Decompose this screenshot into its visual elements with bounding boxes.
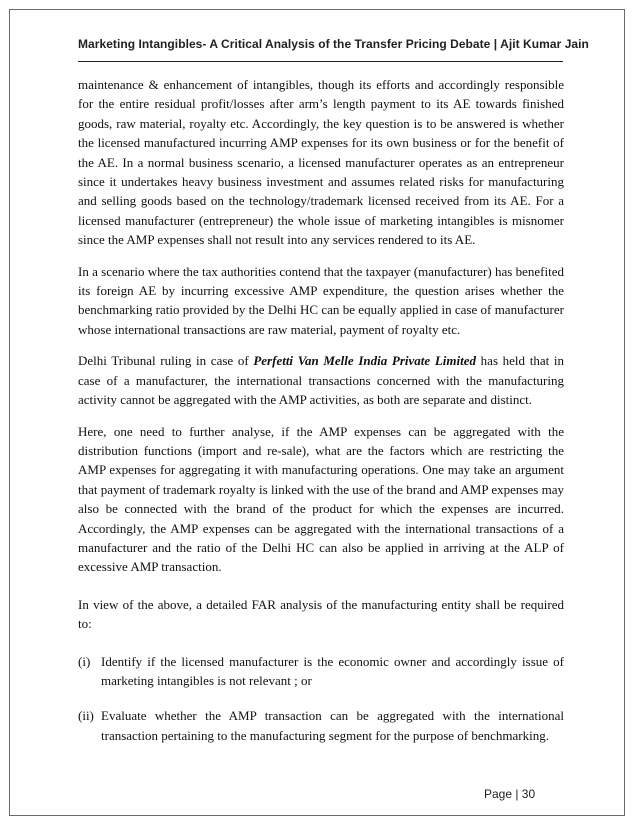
paragraph-1: maintenance & enhancement of intangibles, though its efforts and accordingly responsible for the entire residual profit/losses after arm’s length payment to its AE towards finished goods, raw material, royalty etc. Accordingly, the key question is to be answered is whether the licensed manufactured incurring AMP expenses for its own business or for the benefit of the AE. In a normal business scenario, a licensed manufacturer operates as an entrepreneur since it undertakes heavy business investment and assumes related risks for manufacturing and selling goods based on the technology/trademark licensed received from its AE. For a licensed manufacturer (entrepreneur) the whole issue of marketing intangibles is misnomer since the AMP expenses shall not result into any services rendered to its AE. bbox=[78, 77, 564, 248]
paragraph-3 bbox=[78, 351, 564, 409]
page-number: Page | 30 bbox=[484, 787, 536, 801]
list-marker: (ii) bbox=[78, 708, 94, 724]
list-text: Evaluate whether the AMP transaction can be aggregated with the international transaction pertaining to the manufacturing segment for the purpose of benchmarking. bbox=[101, 708, 564, 743]
list-item bbox=[78, 652, 564, 691]
case-name: Perfetti Van Melle India Private Limited bbox=[253, 353, 476, 369]
list-text: Identify if the licensed manufacturer is the economic owner and accordingly issue of marketing intangibles is not relevant ; or bbox=[101, 653, 564, 688]
list-item bbox=[78, 706, 564, 745]
paragraph-3-rest: has held that in case of a manufacturer, the international transactions concerned with the manufacturing activity cannot be aggregated with the AMP activities, as both are separate and distinct. bbox=[78, 353, 564, 408]
body-text bbox=[78, 75, 564, 745]
running-header: Marketing Intangibles- A Critical Analysis of the Transfer Pricing Debate | Ajit Kumar Jain bbox=[78, 37, 589, 51]
paragraph-4: Here, one need to further analyse, if the AMP expenses can be aggregated with the distribution functions (import and re-sale), what are the factors which are restricting the AMP expenses for aggregating it with manufacturing operations. One may take an argument that payment of trademark royalty is linked with the use of the brand and AMP expenses may also be connected with the brand of the product for which the expenses are incurred. Accordingly, the AMP expenses can be aggregated with the international transactions of a manufacturer and the ratio of the Delhi HC can also be applied in arriving at the ALP of excessive AMP transaction. bbox=[78, 423, 564, 575]
paragraph-5: In view of the above, a detailed FAR analysis of the manufacturing entity shall be required to: bbox=[78, 596, 564, 632]
list-marker: (i) bbox=[78, 653, 91, 669]
paragraph-2: In a scenario where the tax authorities contend that the taxpayer (manufacturer) has benefited its foreign AE by incurring excessive AMP expenditure, the question arises whether the benchmarking ratio provided by the Delhi HC can be equally applied in case of manufacturer whose international transactions are raw material, payment of royalty etc. bbox=[78, 263, 564, 337]
paragraph-3-lead: Delhi Tribunal ruling in case of bbox=[78, 353, 254, 369]
header-rule bbox=[78, 61, 563, 62]
